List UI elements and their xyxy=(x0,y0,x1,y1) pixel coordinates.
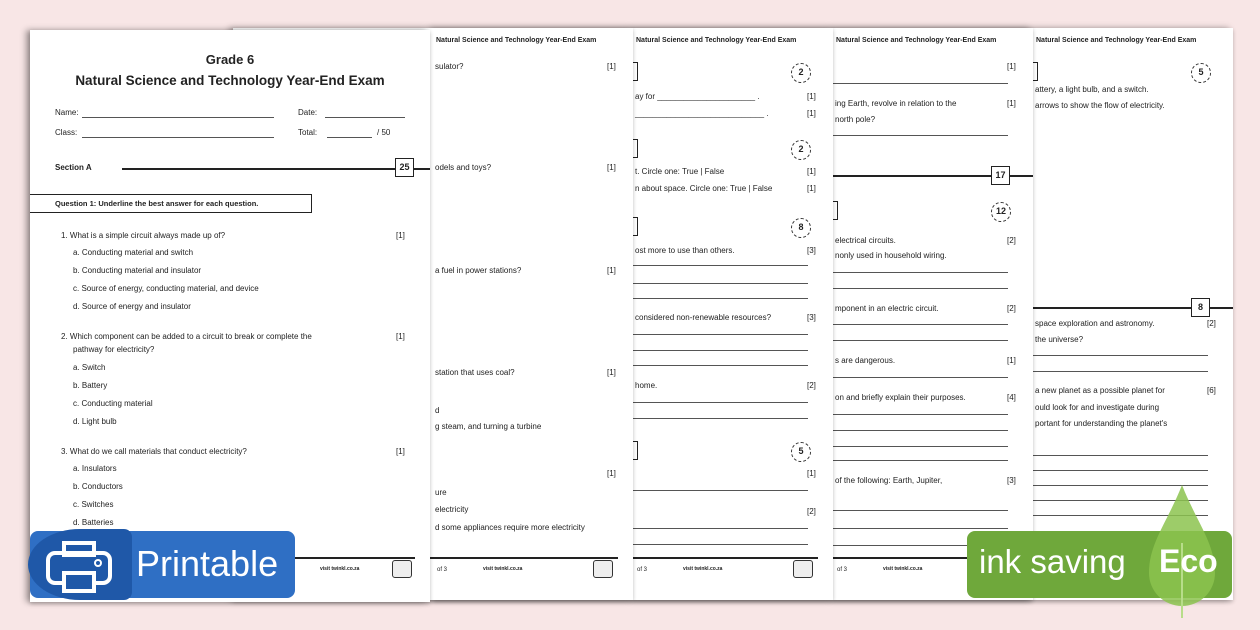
answer-option: b. Conductors xyxy=(73,482,123,491)
answer-option: c. Source of energy, conducting material, and device xyxy=(73,284,259,293)
question-text: odels and toys? xyxy=(435,163,492,172)
question-marks: [4] xyxy=(1007,393,1016,402)
question-text: portant for understanding the planet's xyxy=(1035,419,1168,428)
marks-circle: 8 xyxy=(791,218,811,238)
section-marks: 17 xyxy=(991,166,1010,185)
question-text: ay for ______________________ . xyxy=(635,92,760,101)
answer-line[interactable] xyxy=(833,340,1008,341)
answer-option: d. Source of energy and insulator xyxy=(73,302,191,311)
twinkl-logo xyxy=(392,560,412,578)
question-text: 1. What is a simple circuit always made up of? xyxy=(61,231,226,240)
section-divider xyxy=(122,168,430,170)
answer-line[interactable] xyxy=(833,83,1008,84)
question-marks: [1] xyxy=(1007,356,1016,365)
question-text: _____________________________ . xyxy=(635,109,769,118)
question-marks: [2] xyxy=(1207,319,1216,328)
answer-line[interactable] xyxy=(833,324,1008,325)
printable-badge xyxy=(30,531,295,598)
answer-line[interactable] xyxy=(1033,470,1208,471)
footer-site: visit twinkl.co.za xyxy=(320,566,360,572)
question-text: space exploration and astronomy. xyxy=(1035,319,1155,328)
question-text: nonly used in household wiring. xyxy=(835,251,947,260)
answer-line[interactable] xyxy=(833,272,1008,273)
answer-line[interactable] xyxy=(633,350,808,351)
name-label: Name: xyxy=(55,108,79,117)
question-text: a new planet as a possible planet for xyxy=(1035,386,1165,395)
answer-option: d. Batteries xyxy=(73,518,114,527)
answer-line[interactable] xyxy=(633,544,808,545)
class-field[interactable] xyxy=(82,137,274,138)
twinkl-logo xyxy=(593,560,613,578)
answer-line[interactable] xyxy=(833,510,1008,511)
total-max: / 50 xyxy=(377,128,391,137)
question-marks: [1] xyxy=(396,332,405,341)
marks-circle: 12 xyxy=(991,202,1011,222)
total-label: Total: xyxy=(298,128,318,137)
answer-line[interactable] xyxy=(1033,455,1208,456)
answer-line[interactable] xyxy=(833,460,1008,461)
answer-line[interactable] xyxy=(633,418,808,419)
printable-label: Printable xyxy=(136,543,279,584)
exam-title: Natural Science and Technology Year-End Exam xyxy=(75,73,385,88)
question-marks: [1] xyxy=(607,163,616,172)
answer-option: b. Battery xyxy=(73,381,108,390)
question-text: mponent in an electric circuit. xyxy=(835,304,939,313)
answer-line[interactable] xyxy=(833,377,1008,378)
answer-option: a. Insulators xyxy=(73,464,117,473)
question-text: 3. What do we call materials that conduct electricity? xyxy=(61,447,247,456)
question-text: ost more to use than others. xyxy=(635,246,735,255)
answer-line[interactable] xyxy=(833,414,1008,415)
question-text: a fuel in power stations? xyxy=(435,266,522,275)
grade-heading: Grade 6 xyxy=(205,52,255,67)
footer-page: of 3 xyxy=(837,567,848,573)
footer-page: of 3 xyxy=(437,567,448,573)
question-text: ing Earth, revolve in relation to the xyxy=(835,99,957,108)
marks-circle: 5 xyxy=(791,442,811,462)
question-text: ould look for and investigate during xyxy=(1035,403,1160,412)
answer-line[interactable] xyxy=(1033,355,1208,356)
question-marks: [6] xyxy=(1207,386,1216,395)
question-text: d some appliances require more electricity xyxy=(435,523,585,532)
question-marks: [1] xyxy=(396,447,405,456)
question-text: n about space. Circle one: True | False xyxy=(635,184,773,193)
question-text: s are dangerous. xyxy=(835,356,896,365)
footer-page: of 3 xyxy=(637,567,648,573)
question-text: of the following: Earth, Jupiter, xyxy=(835,476,943,485)
question-text: electricity xyxy=(435,505,469,514)
question-marks: [3] xyxy=(807,313,816,322)
question-marks: [2] xyxy=(807,381,816,390)
printer-icon xyxy=(28,529,132,600)
question-text: electrical circuits. xyxy=(835,236,896,245)
question-marks: [2] xyxy=(1007,236,1016,245)
question-text: d xyxy=(435,406,440,415)
question-marks: [1] xyxy=(807,167,816,176)
eco-label: Eco xyxy=(1159,543,1218,579)
question-text: considered non-renewable resources? xyxy=(635,313,772,322)
question-marks: [1] xyxy=(807,184,816,193)
footer-site: visit twinkl.co.za xyxy=(883,566,923,572)
question-marks: [1] xyxy=(807,469,816,478)
footer-site: visit twinkl.co.za xyxy=(483,566,523,572)
question-text: t. Circle one: True | False xyxy=(635,167,725,176)
question-marks: [1] xyxy=(607,368,616,377)
question-text: arrows to show the flow of electricity. xyxy=(1035,101,1165,110)
page-header: Natural Science and Technology Year-End Exam xyxy=(636,37,797,44)
answer-line[interactable] xyxy=(833,135,1008,136)
question-text: home. xyxy=(635,381,658,390)
instruction-text: Question 1: Underline the best answer for each question. xyxy=(55,199,259,208)
question-marks: [3] xyxy=(1007,476,1016,485)
section-a-label: Section A xyxy=(55,163,92,172)
answer-line[interactable] xyxy=(833,430,1008,431)
answer-option: a. Switch xyxy=(73,363,106,372)
date-label: Date: xyxy=(298,108,318,117)
footer-site: visit twinkl.co.za xyxy=(683,566,723,572)
answer-option: a. Conducting material and switch xyxy=(73,248,194,257)
answer-line[interactable] xyxy=(633,528,808,529)
answer-line[interactable] xyxy=(833,528,1008,529)
question-marks: [1] xyxy=(607,266,616,275)
eco-badge xyxy=(967,531,1232,598)
question-text: 2. Which component can be added to a circuit to break or complete the xyxy=(61,332,312,341)
question-text: the universe? xyxy=(1035,335,1084,344)
question-text: g steam, and turning a turbine xyxy=(435,422,542,431)
question-marks: [1] xyxy=(607,469,616,478)
page-header: Natural Science and Technology Year-End Exam xyxy=(1036,37,1197,44)
question-marks: [3] xyxy=(807,246,816,255)
answer-line[interactable] xyxy=(633,365,808,366)
page-header: Natural Science and Technology Year-End Exam xyxy=(436,37,597,44)
ink-saving-label: ink saving xyxy=(979,543,1126,580)
question-text: station that uses coal? xyxy=(435,368,515,377)
question-text: on and briefly explain their purposes. xyxy=(835,393,966,402)
question-marks: [1] xyxy=(1007,62,1016,71)
name-field[interactable] xyxy=(82,117,274,118)
date-field[interactable] xyxy=(325,117,405,118)
question-marks: [2] xyxy=(1007,304,1016,313)
class-label: Class: xyxy=(55,128,78,137)
question-marks: [1] xyxy=(1007,99,1016,108)
question-text: north pole? xyxy=(835,115,876,124)
answer-line[interactable] xyxy=(633,298,808,299)
page-header: Natural Science and Technology Year-End Exam xyxy=(836,37,997,44)
marks-circle: 2 xyxy=(791,63,811,83)
answer-line[interactable] xyxy=(633,283,808,284)
question-marks: [2] xyxy=(807,507,816,516)
answer-line[interactable] xyxy=(633,402,808,403)
answer-line[interactable] xyxy=(833,446,1008,447)
question-marks: [1] xyxy=(396,231,405,240)
answer-option: d. Light bulb xyxy=(73,417,117,426)
question-text: attery, a light bulb, and a switch. xyxy=(1035,85,1149,94)
marks-circle: 2 xyxy=(791,140,811,160)
answer-line[interactable] xyxy=(633,490,808,491)
marks-circle: 5 xyxy=(1191,63,1211,83)
answer-line[interactable] xyxy=(833,288,1008,289)
section-a-marks: 25 xyxy=(395,158,414,177)
answer-option: b. Conducting material and insulator xyxy=(73,266,202,275)
twinkl-logo xyxy=(793,560,813,578)
answer-option: c. Switches xyxy=(73,500,114,509)
page-1 xyxy=(30,30,430,602)
question-marks: [1] xyxy=(807,92,816,101)
answer-option: c. Conducting material xyxy=(73,399,153,408)
question-text: sulator? xyxy=(435,62,464,71)
answer-line[interactable] xyxy=(1033,371,1208,372)
question-text: ure xyxy=(435,488,447,497)
section-marks: 8 xyxy=(1191,298,1210,317)
total-field[interactable] xyxy=(327,137,372,138)
question-marks: [1] xyxy=(607,62,616,71)
answer-line[interactable] xyxy=(633,334,808,335)
answer-line[interactable] xyxy=(633,265,808,266)
question-text: pathway for electricity? xyxy=(73,345,155,354)
question-marks: [1] xyxy=(807,109,816,118)
